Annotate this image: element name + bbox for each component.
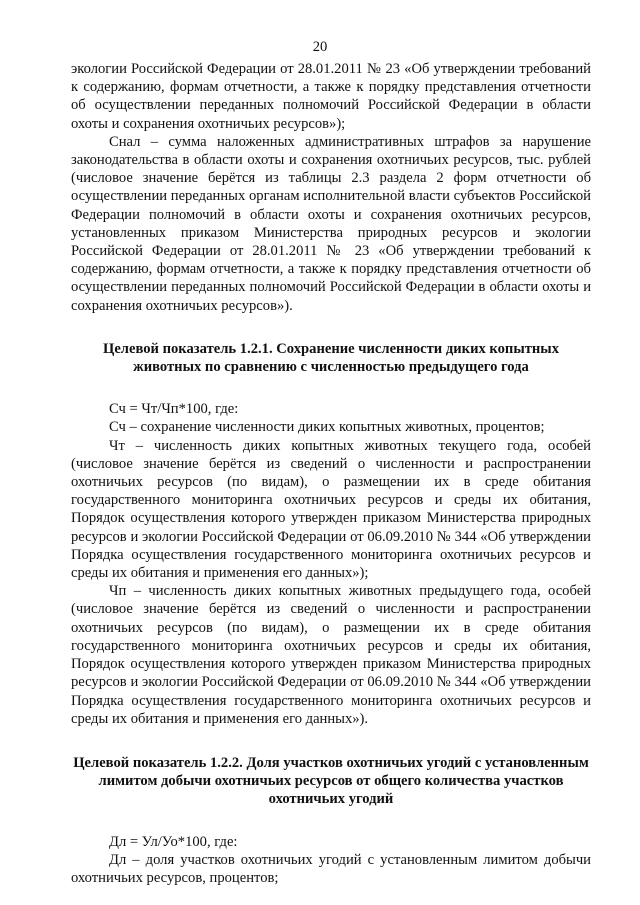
paragraph-sch-definition: Сч – сохранение численности диких копытных животных, процентов; (109, 419, 545, 436)
formula-sch: Сч = Чт/Чп*100, где: (109, 401, 239, 418)
page-content (71, 60, 591, 887)
section-heading-1-2-2: Целевой показатель 1.2.2. Доля участков охотничьих угодий с установленным лимитом добычи охотничьих ресурсов от общего количества участков охотничьих угодий (73, 754, 589, 808)
page-number: 20 (312, 39, 328, 55)
paragraph-chp-definition: Чп – численность диких копытных животных предыдущего года, особей (числовое значение берётся из сведений о численности и распространении охотничьих ресурсов (по видам), о размещении их в среде обитания государственного мониторинга охотничьих ресурсов и среды их обитания, Порядок осуществления которого утвержден приказом Министерства природных ресурсов и экологии Российской Федерации от 06.09.2010 № 344 «Об утверждении Порядка осуществления государственного мониторинга охотничьих ресурсов и среды их обитания и применения его данных»). (71, 583, 591, 727)
paragraph-continuation: экологии Российской Федерации от 28.01.2011 № 23 «Об утверждении требований к содержанию, формам отчетности, а также к порядку представления отчетности об осуществлении переданных полномочий Российской Федерации в области охоты и сохранения охотничьих ресурсов»); (71, 61, 591, 132)
paragraph-dl-definition: Дл – доля участков охотничьих угодий с установленным лимитом добычи охотничьих ресурсов, процентов; (71, 851, 591, 886)
formula-dl: Дл = Ул/Уо*100, где: (109, 833, 238, 850)
paragraph-cht-definition: Чт – численность диких копытных животных текущего года, особей (числовое значение берётся из сведений о численности и распространении охотничьих ресурсов (по видам), о размещении их в среде обитания государственного мониторинга охотничьих ресурсов и среды их обитания, Порядок осуществления которого утвержден приказом Министерства природных ресурсов и экологии Российской Федерации от 06.09.2010 № 344 «Об утверждении Порядка осуществления государственного мониторинга охотничьих ресурсов и среды их обитания и применения его данных»); (71, 437, 591, 582)
paragraph-snal-definition: Снал – сумма наложенных административных штрафов за нарушение законодательства в области охоты и сохранения охотничьих ресурсов, тыс. рублей (числовое значение берётся из таблицы 2.3 раздела 2 форм отчетности об осуществлении переданных органам исполнительной власти субъектов Российской Федерации полномочий в области охоты и сохранения охотничьих ресурсов, установленных приказом Министерства природных ресурсов и экологии Российской Федерации от 28.01.2011 № 23 «Об утверждении требований к содержанию, формам отчетности, а также к порядку представления отчетности об осуществлении переданных полномочий Российской Федерации в области охоты и сохранения охотничьих ресурсов»). (71, 133, 591, 314)
section-heading-1-2-1: Целевой показатель 1.2.1. Сохранение численности диких копытных животных по сравнению с численностью предыдущего года (102, 340, 560, 376)
